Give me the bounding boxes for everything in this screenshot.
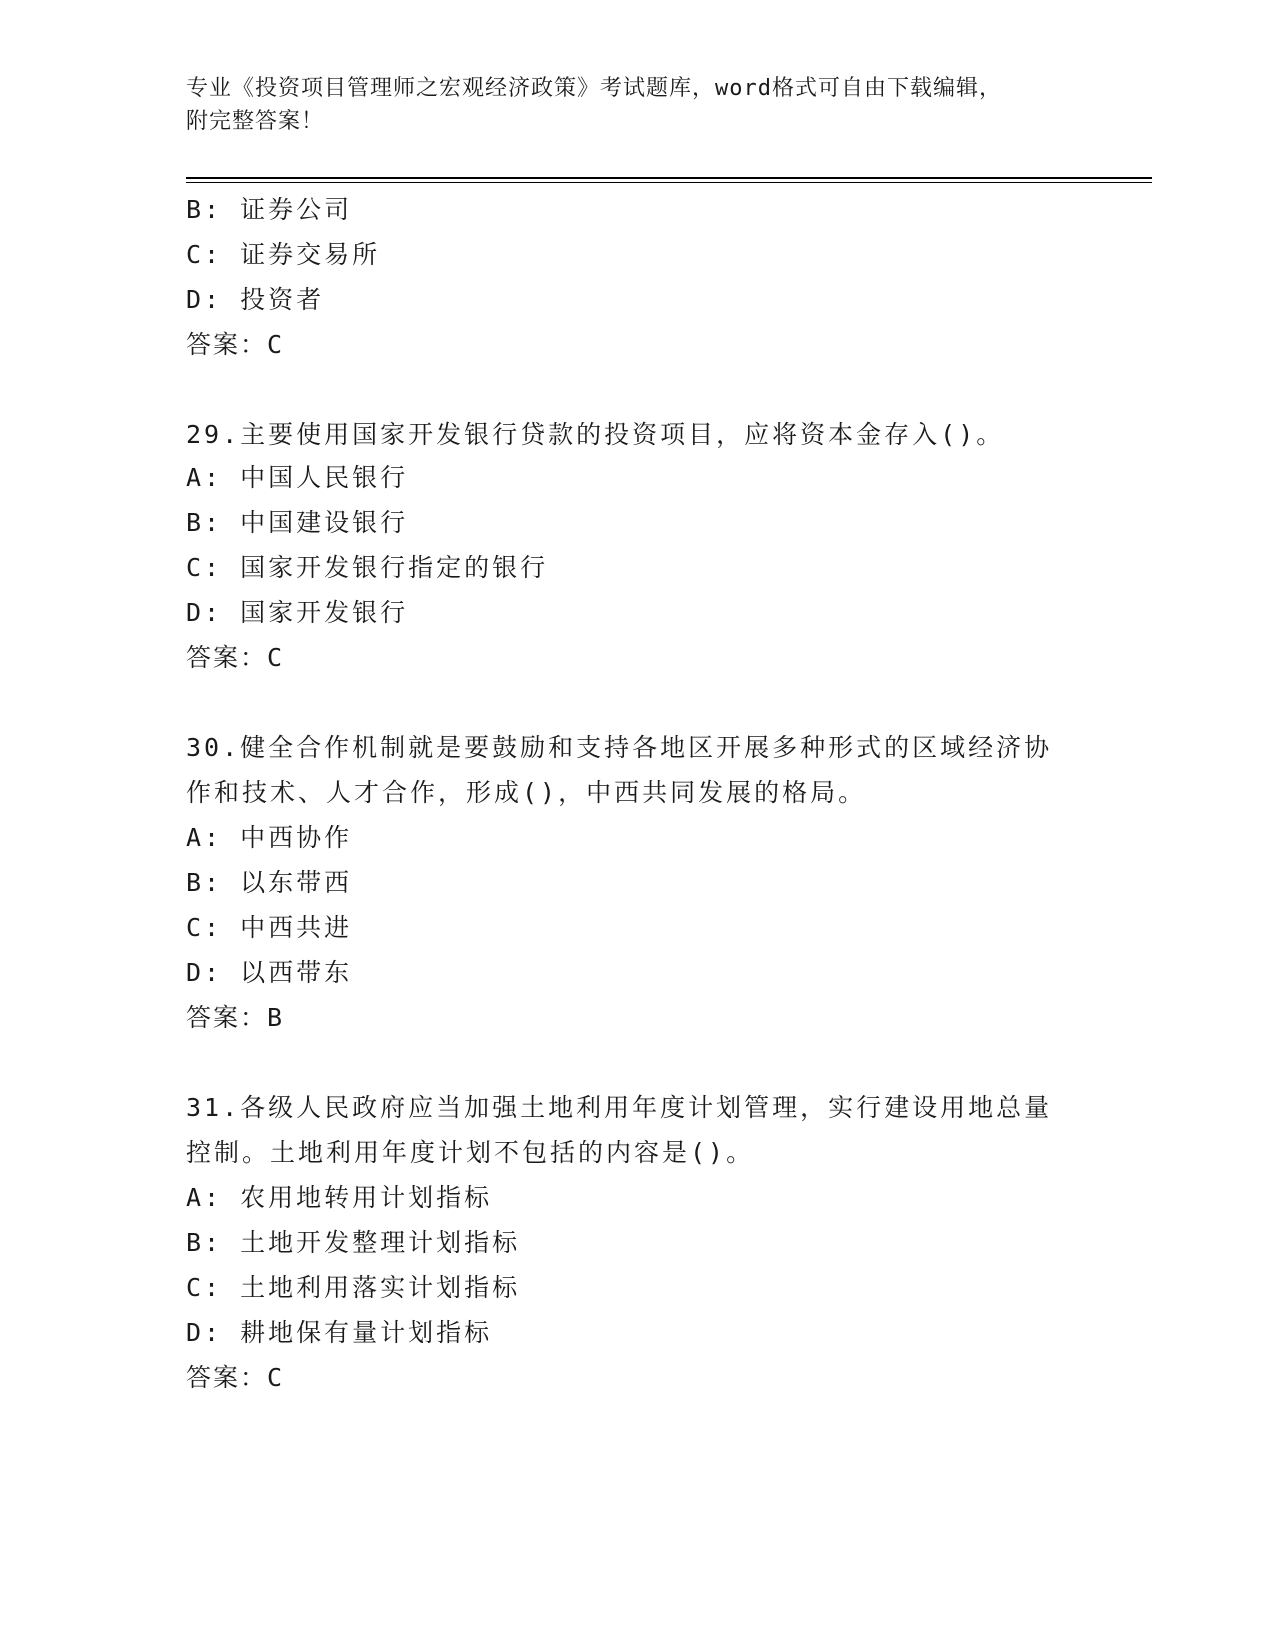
q31-option-b: B: 土地开发整理计划指标 bbox=[186, 1228, 521, 1257]
prev-option-b: B: 证券公司 bbox=[186, 195, 353, 224]
q29-answer: 答案：C bbox=[186, 643, 285, 672]
header-rule-thick bbox=[186, 177, 1152, 179]
q30-stem-line-2: 作和技术、人才合作，形成()，中西共同发展的格局。 bbox=[186, 778, 867, 807]
q30-option-b: B: 以东带西 bbox=[186, 868, 353, 897]
header-line-1: 专业《投资项目管理师之宏观经济政策》考试题库，word格式可自由下载编辑， bbox=[186, 76, 1002, 101]
q29-option-a: A: 中国人民银行 bbox=[186, 463, 409, 492]
q29-option-c: C: 国家开发银行指定的银行 bbox=[186, 553, 549, 582]
q29-option-b: B: 中国建设银行 bbox=[186, 508, 409, 537]
q29-stem: 29.主要使用国家开发银行贷款的投资项目，应将资本金存入()。 bbox=[186, 420, 1005, 449]
q30-answer: 答案：B bbox=[186, 1003, 285, 1032]
q31-option-a: A: 农用地转用计划指标 bbox=[186, 1183, 493, 1212]
q29-option-d: D: 国家开发银行 bbox=[186, 598, 409, 627]
q31-option-d: D: 耕地保有量计划指标 bbox=[186, 1318, 493, 1347]
q30-option-a: A: 中西协作 bbox=[186, 823, 353, 852]
prev-option-c: C: 证券交易所 bbox=[186, 240, 381, 269]
document-header bbox=[186, 72, 1066, 138]
q31-stem-line-2: 控制。土地利用年度计划不包括的内容是()。 bbox=[186, 1138, 755, 1167]
prev-option-d: D: 投资者 bbox=[186, 285, 325, 314]
q30-option-c: C: 中西共进 bbox=[186, 913, 353, 942]
q30-stem-line-1: 30.健全合作机制就是要鼓励和支持各地区开展多种形式的区域经济协 bbox=[186, 733, 1053, 762]
q31-option-c: C: 土地利用落实计划指标 bbox=[186, 1273, 521, 1302]
prev-answer: 答案：C bbox=[186, 330, 285, 359]
q31-answer: 答案：C bbox=[186, 1363, 285, 1392]
q30-option-d: D: 以西带东 bbox=[186, 958, 353, 987]
header-line-2: 附完整答案！ bbox=[186, 109, 325, 134]
q31-stem-line-1: 31.各级人民政府应当加强土地利用年度计划管理，实行建设用地总量 bbox=[186, 1093, 1053, 1122]
header-rule-thin bbox=[186, 182, 1152, 183]
